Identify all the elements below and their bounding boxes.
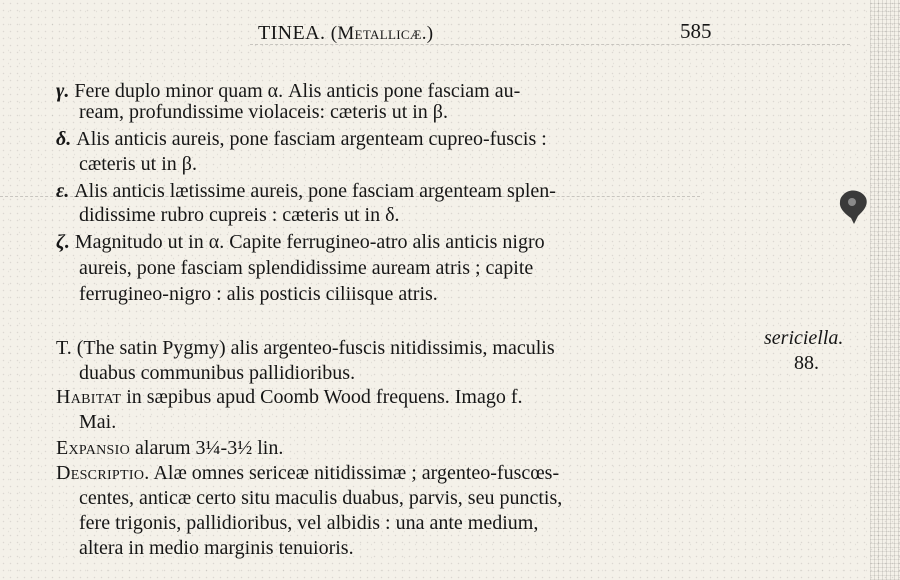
- variety-delta-line-2: cæteris ut in β.: [79, 153, 197, 175]
- scan-grid-artifact: [870, 0, 900, 580]
- margin-species-name: sericiella.: [764, 327, 844, 349]
- expansio-line: Expansio alarum 3¼-3½ lin.: [56, 437, 284, 459]
- variety-gamma-line-1: γ. Fere duplo minor quam α. Alis anticis pone fasciam au-: [56, 80, 521, 102]
- descriptio-line-1: Descriptio. Alæ omnes sericeæ nitidissimæ ; argenteo-fuscœs-: [56, 462, 560, 484]
- species-line-2: duabus communibus pallidioribus.: [79, 362, 356, 384]
- variety-zeta-line-2: aureis, pone fasciam splendidissime auream atris ; capite: [79, 257, 534, 279]
- ink-blot-icon: [836, 188, 870, 228]
- habitat-line-2: Mai.: [79, 411, 117, 433]
- variety-marker: δ.: [56, 128, 72, 150]
- variety-delta-line-1: δ. Alis anticis aureis, pone fasciam argenteam cupreo-fuscis :: [56, 128, 547, 150]
- habitat-line-1: Habitat in sæpibus apud Coomb Wood frequens. Imago f.: [56, 386, 523, 408]
- descriptio-line-4: altera in medio marginis tenuioris.: [79, 537, 354, 559]
- running-head-subtitle: (Metallicæ.): [330, 23, 434, 44]
- variety-marker: ε.: [56, 180, 70, 202]
- descriptio-line-3: fere trigonis, pallidioribus, vel albidis : una ante medium,: [79, 512, 539, 534]
- running-head-title: TINEA.: [258, 22, 326, 44]
- variety-marker: ζ.: [56, 231, 70, 253]
- variety-epsilon-line-1: ε. Alis anticis lætissime aureis, pone fasciam argenteam splen-: [56, 180, 556, 202]
- margin-species-number: 88.: [794, 352, 819, 374]
- variety-gamma-line-2: ream, profundissime violaceis: cæteris ut in β.: [79, 101, 448, 123]
- variety-epsilon-line-2: didissime rubro cupreis : cæteris ut in δ.: [79, 204, 400, 226]
- habitat-label: Habitat: [56, 386, 122, 408]
- page-number: 585: [680, 19, 712, 43]
- variety-zeta-line-1: ζ. Magnitudo ut in α. Capite ferrugineo-atro alis anticis nigro: [56, 231, 545, 253]
- species-line-1: T. (The satin Pygmy) alis argenteo-fuscis nitidissimis, maculis: [56, 337, 555, 359]
- expansio-label: Expansio: [56, 437, 131, 459]
- descriptio-label: Descriptio.: [56, 462, 150, 484]
- descriptio-line-2: centes, anticæ certo situ maculis duabus, parvis, seu punctis,: [79, 487, 563, 509]
- variety-zeta-line-3: ferrugineo-nigro : alis posticis ciliisque atris.: [79, 283, 438, 305]
- running-head: [258, 22, 433, 45]
- variety-marker: γ.: [56, 80, 70, 102]
